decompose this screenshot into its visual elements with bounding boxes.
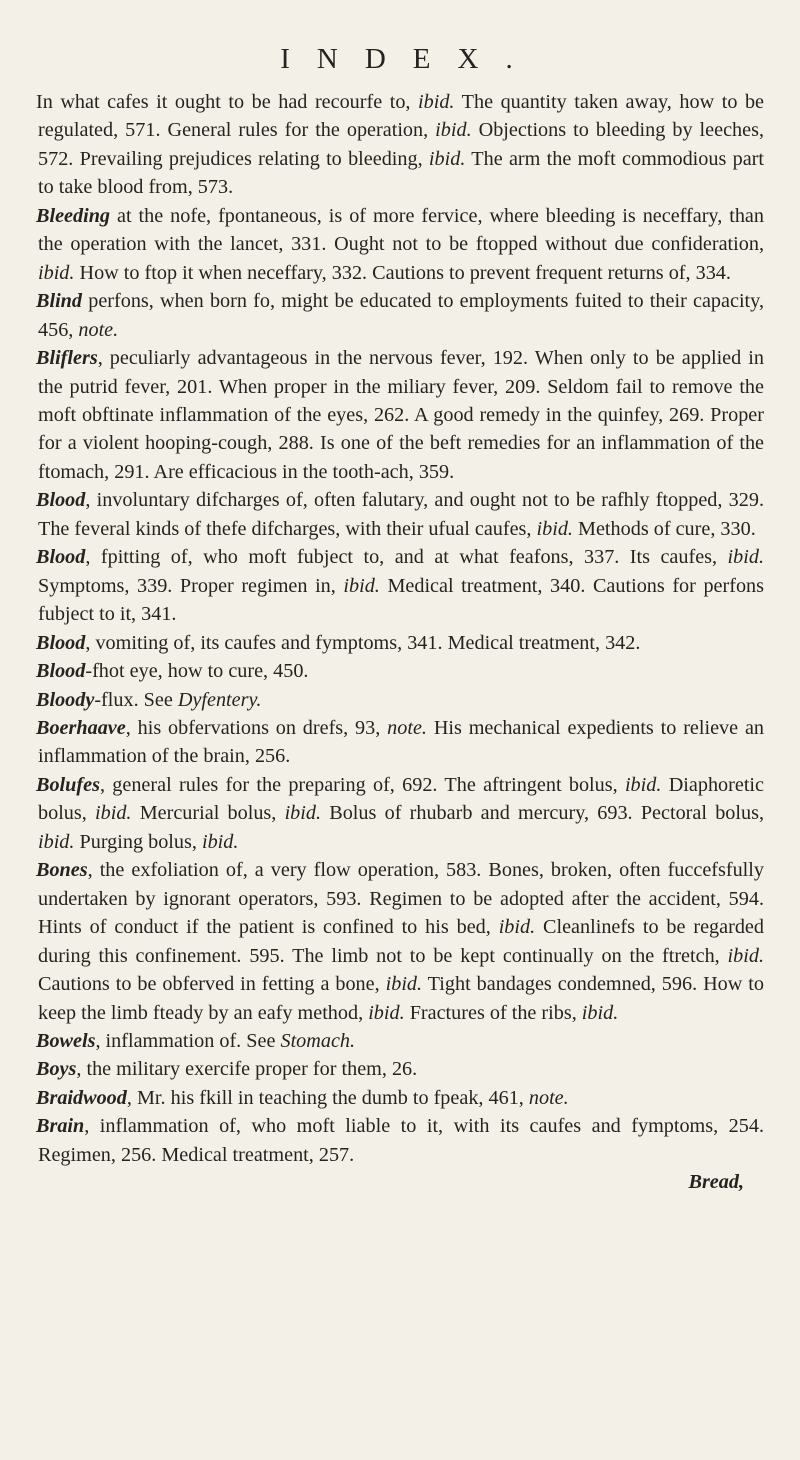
entry-text: Bolus of rhubarb and mercury, 693. Pectoral bolus, xyxy=(321,802,764,825)
index-entry xyxy=(36,88,764,202)
index-entry xyxy=(36,686,764,714)
index-entry xyxy=(36,714,764,771)
entry-headword: Blood xyxy=(36,489,86,512)
entry-italic: ibid. xyxy=(95,802,132,825)
entry-text: Diaphoretic bolus, xyxy=(38,773,764,825)
entry-text: , inflammation of. See xyxy=(95,1029,281,1052)
entry-headword: Blood xyxy=(36,660,86,683)
entry-text: at the nofe, fpontaneous, is of more fervice, where bleeding is neceffary, than the operation with the lancet, 331. Ought not to be ftopped without due confideration, xyxy=(38,204,764,256)
entry-headword: Bliflers xyxy=(36,347,98,370)
entry-text: , vomiting of, its caufes and fymptoms, 341. Medical treatment, 342. xyxy=(85,631,641,654)
entry-italic: ibid. xyxy=(343,574,380,597)
entry-text: , the military exercife proper for them, 26. xyxy=(76,1058,418,1081)
entry-text: , peculiarly advantageous in the nervous fever, 192. When only to be applied in the putrid fever, 201. When proper in the miliary fever, 209. Seldom fail to remove the moft obftinate inflammation of the eyes, 262. A good remedy in the quinfey, 269. Proper for a violent hooping-cough, 288. Is one of the beft remedies for an inflammation of the ftomach, 291. Are efficacious in the tooth-ach, 359. xyxy=(38,347,764,483)
entry-headword: Bleeding xyxy=(36,204,111,227)
entry-text: His mechanical expedients to relieve an inflammation of the brain, 256. xyxy=(38,716,765,768)
entry-italic: ibid. xyxy=(284,802,322,825)
entry-italic: note. xyxy=(528,1086,569,1109)
entry-text: The quantity taken away, how to be regulated, 571. General rules for the operation, xyxy=(38,91,765,142)
entry-text: Cautions to be obferved in fetting a bone, xyxy=(38,973,386,996)
index-entry xyxy=(36,543,764,628)
entry-text: , his obfervations on drefs, 93, xyxy=(125,716,388,739)
entry-headword: Boerhaave xyxy=(36,716,126,739)
entry-text: -flux. See xyxy=(94,688,178,711)
entry-italic: ibid. xyxy=(368,1001,405,1024)
entry-italic: ibid. xyxy=(727,944,764,967)
entry-text: , involuntary difcharges of, often falutary, and ought not to be rafhly ftopped, 329. The feveral kinds of thefe difcharges, with their ufual caufes, xyxy=(38,489,764,540)
index-entry xyxy=(36,1084,764,1112)
entry-italic: ibid. xyxy=(385,973,423,996)
entry-italic: ibid. xyxy=(498,916,536,939)
index-entry xyxy=(36,1027,764,1055)
entry-headword: Brain xyxy=(36,1115,85,1138)
index-entry xyxy=(36,486,764,543)
entry-headword: Blood xyxy=(36,631,86,654)
entry-text: , Mr. his fkill in teaching the dumb to fpeak, 461, xyxy=(126,1086,529,1109)
index-entry xyxy=(36,629,764,657)
entry-text: Mercurial bolus, xyxy=(131,802,285,825)
entry-italic: Dyfentery. xyxy=(177,688,262,711)
entry-italic: Stomach. xyxy=(280,1029,356,1052)
entry-text: perfons, when born fo, might be educated to employments fuited to their capacity, 456, xyxy=(38,290,764,341)
entry-italic: ibid. xyxy=(38,830,75,853)
entry-italic: ibid. xyxy=(624,773,662,796)
index-entry xyxy=(36,1055,764,1083)
index-entries xyxy=(36,88,764,1169)
entry-text: The arm the moft commodious part to take blood from, 573. xyxy=(38,147,764,199)
entry-italic: note. xyxy=(387,716,427,739)
entry-headword: Bones xyxy=(36,859,88,882)
entry-text: Methods of cure, 330. xyxy=(572,517,756,540)
catchword: Bread, xyxy=(688,1171,744,1194)
entry-headword: Blood xyxy=(36,546,86,569)
entry-text: Objections to bleeding by leeches, 572. Prevailing prejudices relating to bleeding, xyxy=(38,119,764,170)
entry-text: Symptoms, 339. Proper regimen in, xyxy=(38,574,344,597)
entry-italic: ibid. xyxy=(38,261,75,284)
entry-headword: Braidwood xyxy=(36,1086,127,1109)
entry-text: In what cafes it ought to be had recourfe to, xyxy=(36,91,419,113)
entry-text: , fpitting of, who moft fubject to, and at what feafons, 337. Its caufes, xyxy=(85,546,728,569)
entry-italic: ibid. xyxy=(727,546,764,569)
index-entry xyxy=(36,202,764,287)
entry-headword: Bowels xyxy=(36,1029,96,1052)
index-entry xyxy=(36,657,764,685)
entry-italic: ibid. xyxy=(201,830,239,853)
entry-text: Tight bandages condemned, 596. How to keep the limb fteady by an eafy method, xyxy=(38,973,764,1024)
entry-headword: Bolufes xyxy=(36,773,100,796)
index-entry xyxy=(36,344,764,486)
entry-text: How to ftop it when neceffary, 332. Cautions to prevent frequent returns of, 334. xyxy=(74,261,731,284)
page-header: INDEX. xyxy=(280,43,540,75)
entry-italic: ibid. xyxy=(418,91,455,113)
entry-text: Purging bolus, xyxy=(74,830,202,853)
entry-italic: ibid. xyxy=(435,119,472,142)
entry-text: Cleanlinefs to be regarded during this confinement. 595. The limb not to be kept continually on the ftretch, xyxy=(38,916,764,967)
entry-italic: note. xyxy=(78,318,119,341)
entry-headword: Blind xyxy=(36,290,83,313)
entry-text: , the exfoliation of, a very flow operation, 583. Bones, broken, often fuccefsfully undertaken by ignorant operators, 593. Regimen to be adopted after the accident, 594. Hints of conduct if the patient is confined to his bed, xyxy=(38,859,764,939)
entry-text: Medical treatment, 340. Cautions for perfons fubject to it, 341. xyxy=(38,574,764,626)
index-entry xyxy=(36,856,764,1027)
index-entry xyxy=(36,287,764,344)
entry-headword: Bloody xyxy=(36,688,95,711)
index-entry xyxy=(36,771,764,856)
entry-text: Fractures of the ribs, xyxy=(404,1001,582,1024)
entry-italic: ibid. xyxy=(536,517,573,540)
entry-text: , inflammation of, who moft liable to it, with its caufes and fymptoms, 254. Regimen, 256. Medical treatment, 257. xyxy=(38,1115,764,1166)
entry-text: , general rules for the preparing of, 692. The aftringent bolus, xyxy=(99,773,625,796)
entry-italic: ibid. xyxy=(581,1001,619,1024)
entry-headword: Boys xyxy=(36,1058,77,1081)
entry-text: -fhot eye, how to cure, 450. xyxy=(85,660,309,683)
entry-italic: ibid. xyxy=(428,147,466,170)
index-entry xyxy=(36,1112,764,1169)
